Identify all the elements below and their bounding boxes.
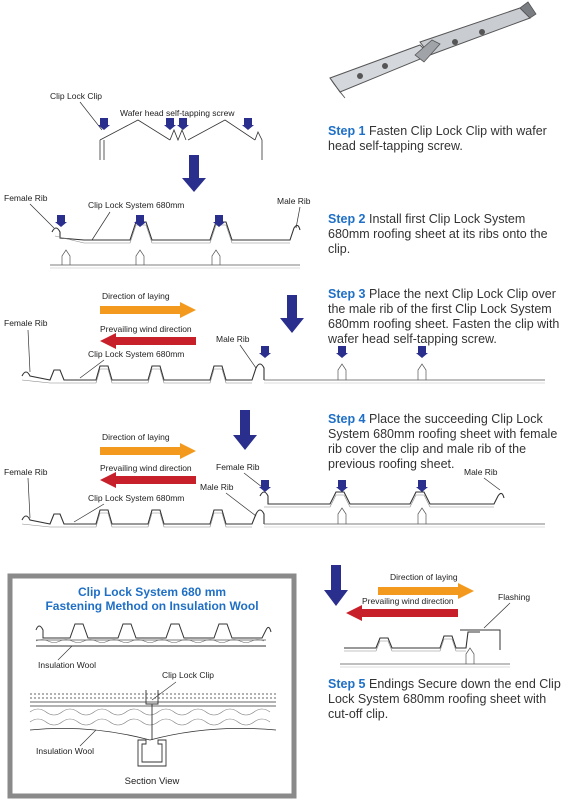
wind-direction-label-4: Prevailing wind direction — [100, 463, 192, 473]
system-label-2: Clip Lock System 680mm — [88, 200, 185, 210]
section-view-label: Section View — [124, 776, 180, 787]
step2-label: Step 2 — [328, 212, 366, 226]
wind-direction-label-5: Prevailing wind direction — [362, 596, 454, 606]
system-label-4: Clip Lock System 680mm — [88, 493, 185, 503]
male-rib-label-4: Male Rib — [200, 482, 234, 492]
step5-diagram — [340, 572, 530, 667]
inset-title-line2: Fastening Method on Insulation Wool — [45, 599, 259, 613]
insulation-inset — [10, 576, 294, 796]
flow-arrow-1 — [182, 155, 206, 192]
clip-product-image — [330, 2, 536, 98]
step1-diagram — [50, 91, 262, 160]
wind-arrow-5 — [346, 605, 458, 621]
flow-arrow-4 — [324, 565, 348, 606]
female-rib-label-4: Female Rib — [4, 467, 48, 477]
step5-label: Step 5 — [328, 677, 366, 691]
inset-title-line1: Clip Lock System 680 mm — [77, 585, 227, 599]
step4-caption — [328, 412, 568, 472]
step1-label: Step 1 — [328, 124, 366, 138]
step2-text: Install first Clip Lock System 680mm roofing sheet at its ribs onto the clip. — [328, 212, 548, 256]
step3-text: Place the next Clip Lock Clip over the male rib of the first Clip Lock System 680mm roofing sheet. Fasten the clip with wafer head self-tapping screw. — [328, 287, 560, 346]
direction-of-laying-label-5: Direction of laying — [390, 572, 458, 582]
female-rib-label-2: Female Rib — [4, 193, 48, 203]
flow-arrow-3 — [233, 410, 257, 450]
clip-lock-clip-label: Clip Lock Clip — [50, 91, 102, 101]
laying-arrow-4 — [100, 443, 196, 459]
direction-of-laying-label-4: Direction of laying — [102, 432, 170, 442]
insulation-wool-label-1: Insulation Wool — [38, 660, 96, 670]
step4-text: Place the succeeding Clip Lock System 680mm roofing sheet with female rib cover the clip and male rib of the previous roofing sheet. — [328, 412, 558, 471]
male-rib-label-2: Male Rib — [277, 196, 311, 206]
female-rib-label-3: Female Rib — [4, 318, 48, 328]
step2-caption — [328, 212, 568, 257]
step3-label: Step 3 — [328, 287, 366, 301]
step2-diagram — [4, 193, 311, 268]
step1-text: Fasten Clip Lock Clip with wafer head self-tapping screw. — [328, 124, 547, 153]
step1-caption — [328, 124, 568, 154]
insulation-wool-label-2: Insulation Wool — [36, 746, 94, 756]
wind-arrow-3 — [100, 333, 196, 349]
flow-arrow-2 — [280, 295, 304, 333]
step5-text: Endings Secure down the end Clip Lock System 680mm roofing sheet with cut-off clip. — [328, 677, 561, 721]
laying-arrow-3 — [100, 302, 196, 318]
male-rib-label-3: Male Rib — [216, 334, 250, 344]
wind-direction-label-3: Prevailing wind direction — [100, 324, 192, 334]
inset-clip-label: Clip Lock Clip — [162, 670, 214, 680]
step4-label: Step 4 — [328, 412, 366, 426]
direction-of-laying-label-3: Direction of laying — [102, 291, 170, 301]
step5-caption — [328, 677, 568, 722]
female-rib-label-4b: Female Rib — [216, 462, 260, 472]
male-rib-label-4b: Male Rib — [464, 467, 498, 477]
wafer-screw-label: Wafer head self-tapping screw — [120, 108, 235, 118]
step3-caption — [328, 287, 568, 347]
system-label-3: Clip Lock System 680mm — [88, 349, 185, 359]
flashing-label: Flashing — [498, 592, 531, 602]
wind-arrow-4 — [100, 472, 196, 488]
